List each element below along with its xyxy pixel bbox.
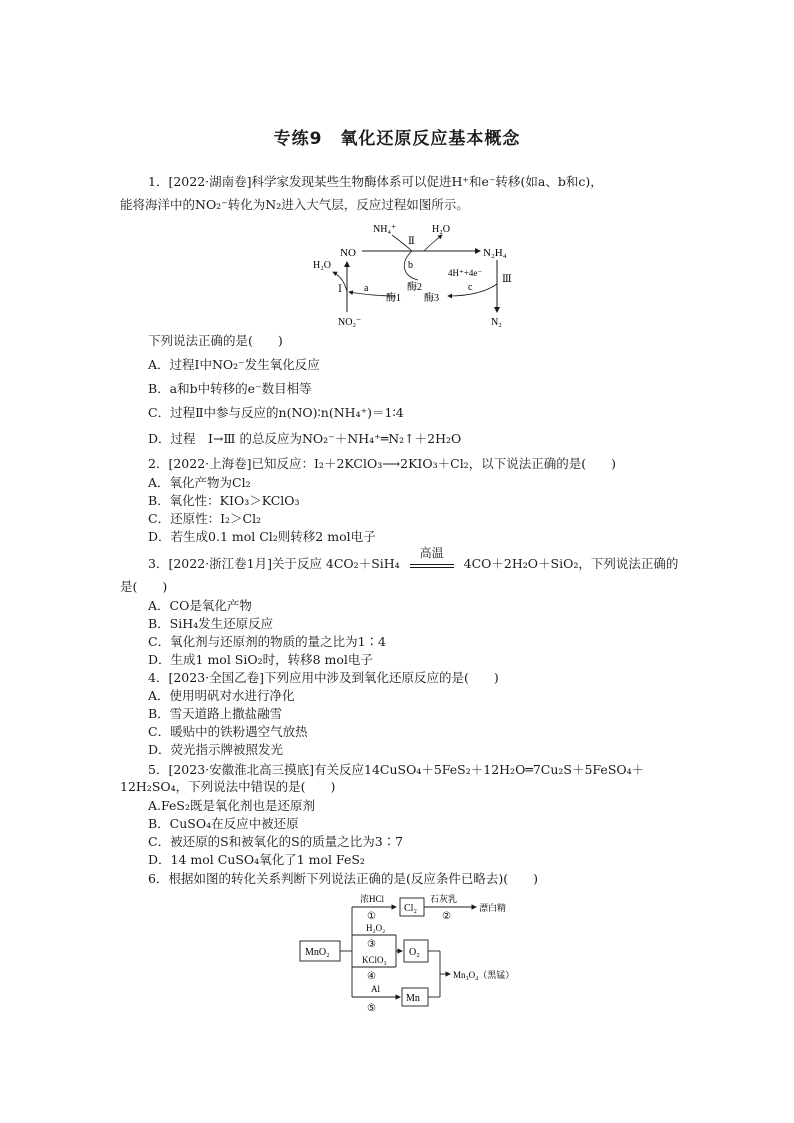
q1-enzyme2: 酶2: [407, 282, 422, 293]
q3-option-c: C．氧化剂与还原剂的物质的量之比为1∶4: [148, 634, 386, 649]
q5-option-d: D．14 mol CuSO₄氧化了1 mol FeS₂: [148, 852, 365, 867]
q3-stem: [148, 546, 679, 573]
q6-mn3o4: Mn₃O₄（黑锰）: [453, 970, 515, 980]
q1-line2: 能将海洋中的NO₂⁻转化为N₂进入大气层，反应过程如图所示。: [120, 197, 469, 212]
q2-option-d: D．若生成0.1 mol Cl₂则转移2 mol电子: [148, 529, 376, 544]
q4-stem: 4．[2023·全国乙卷]下列应用中涉及到氧化还原反应的是( ): [148, 670, 499, 685]
page-title: 专练9 氧化还原反应基本概念: [273, 129, 521, 149]
q1-stem: 下列说法正确的是( ): [148, 333, 283, 348]
q1-curve-h2o: [424, 235, 442, 251]
q1-label-b: b: [408, 260, 413, 271]
q6-c3: ③: [367, 939, 376, 950]
q6-c5: ⑤: [367, 1003, 376, 1014]
q3-option-b: B．SiH₄发生还原反应: [148, 616, 274, 631]
q6-c2: ②: [442, 911, 451, 922]
q4-option-b: B．雪天道路上撒盐融雪: [148, 706, 283, 721]
q5-stem-a: 5．[2023·安徽淮北高三摸底]有关反应14CuSO₄＋5FeS₂＋12H₂O═7Cu₂S＋5FeSO₄＋: [148, 762, 645, 777]
q3-stem-part-a: 3．[2022·浙江卷1月]关于反应 4CO₂＋SiH₄: [148, 556, 400, 571]
q6-bleach: 漂白精: [479, 903, 507, 913]
q1-diagram-no2: NO₂⁻: [338, 317, 362, 328]
q1-enzyme1: 酶1: [386, 293, 401, 304]
q3-stem-part-b: 4CO＋2H₂O＋SiO₂，下列说法正确的: [463, 556, 679, 571]
q6-al: Al: [371, 984, 380, 994]
q3-option-a: A．CO是氧化产物: [148, 598, 252, 613]
q6-mn: Mn: [406, 993, 420, 1004]
q1-roman3: Ⅲ: [502, 274, 512, 285]
q6-c1: ①: [367, 911, 376, 922]
q6-cl2: Cl₂: [404, 903, 417, 914]
q3-condition-arrow: [410, 546, 454, 568]
q1-diagram-no: NO: [340, 247, 356, 259]
q1-diagram-n2: N₂: [491, 317, 502, 328]
q2-option-a: A．氧化产物为Cl₂: [148, 475, 251, 490]
q2-option-b: B．氧化性：KIO₃＞KClO₃: [148, 493, 300, 508]
q1-roman2: Ⅱ: [408, 236, 415, 247]
q5-stem-b: 12H₂SO₄，下列说法中错误的是( ): [120, 779, 336, 794]
q1-diagram-h2o-left: H₂O: [313, 260, 331, 271]
q1-option-b: B．a和b中转移的e⁻数目相等: [148, 381, 312, 396]
q6-o2: O₂: [409, 947, 420, 958]
q3-condition: 高温: [419, 546, 444, 560]
q6-stem: 6．根据如图的转化关系判断下列说法正确的是(反应条件已略去)( ): [148, 871, 538, 886]
q1-roman1: Ⅰ: [338, 284, 342, 295]
q5-option-b: B．CuSO₄在反应中被还原: [148, 816, 299, 831]
q1-reaction-diagram: [300, 216, 540, 330]
q6-mno2: MnO₂: [305, 947, 330, 958]
q3-option-d: D．生成1 mol SiO₂时，转移8 mol电子: [148, 652, 373, 667]
q6-lime: 石灰乳: [430, 894, 458, 904]
q6-h2o2: H₂O₂: [366, 923, 386, 933]
q1-option-c: C．过程Ⅱ中参与反应的n(NO)∶n(NH₄⁺)＝1∶4: [148, 405, 404, 420]
q1-diagram-h2o-top: H₂O: [432, 224, 450, 235]
q2-option-c: C．还原性：I₂＞Cl₂: [148, 511, 262, 526]
q1-diagram-nh4: NH₄⁺: [373, 224, 397, 235]
q2-stem: 2．[2022·上海卷]已知反应：I₂＋2KClO₃⟶2KIO₃＋Cl₂，以下说法正确的是( ): [148, 456, 616, 471]
q1-label-c: c: [468, 282, 473, 293]
q5-option-c: C．被还原的S和被氧化的S的质量之比为3∶7: [148, 834, 404, 849]
q4-option-c: C．暖贴中的铁粉遇空气放热: [148, 724, 308, 739]
q6-hcl: 浓HCl: [360, 894, 385, 904]
q6-c4: ④: [367, 971, 376, 982]
q1-enzyme3: 酶3: [424, 293, 439, 304]
q1-hplus: 4H⁺+4e⁻: [448, 268, 483, 278]
q1-diagram-n2h4: N₂H₄: [483, 247, 507, 259]
q4-option-d: D．荧光指示牌被照发光: [148, 742, 284, 757]
q5-option-a: A.FeS₂既是氧化剂也是还原剂: [148, 798, 315, 813]
q1-line1: 1．[2022·湖南卷]科学家发现某些生物酶体系可以促进H⁺和e⁻转移(如a、b和c)，: [148, 174, 603, 189]
q1-label-a: a: [364, 283, 369, 294]
q1-option-a: A．过程Ⅰ中NO₂⁻发生氧化反应: [148, 357, 320, 372]
q1-curve-c: [448, 284, 497, 296]
q6-conversion-diagram: [296, 890, 556, 1018]
q3-stem-part-c: 是( ): [120, 579, 168, 594]
q6-kclo3: KClO₃: [362, 955, 387, 965]
q1-option-d: D．过程 Ⅰ→Ⅲ 的总反应为NO₂⁻＋NH₄⁺═N₂↑＋2H₂O: [148, 431, 462, 446]
q4-option-a: A．使用明矾对水进行净化: [148, 688, 295, 703]
